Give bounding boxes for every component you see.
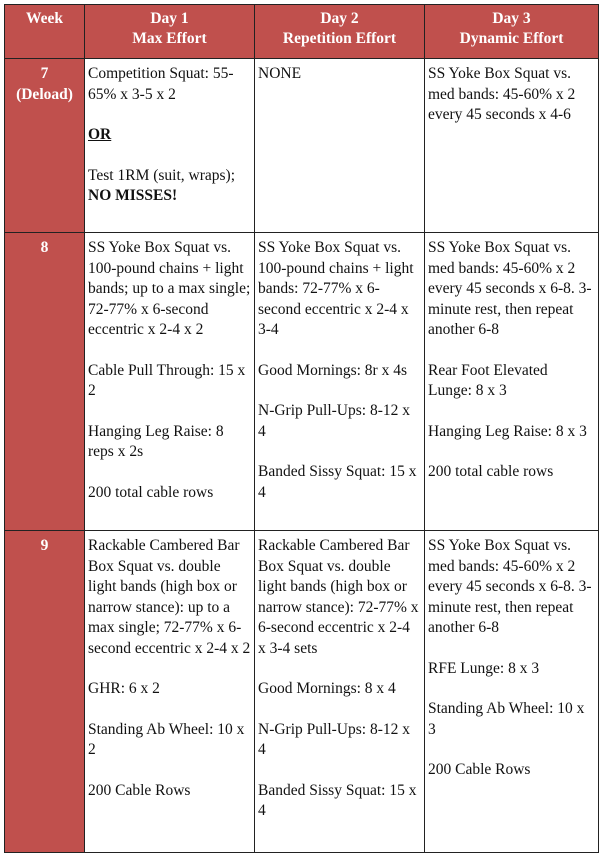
table-row: [5, 59, 599, 233]
day1-cell: Competition Squat: 55-65% x 3-5 x 2 OR Test 1RM (suit, wraps); NO MISSES!: [85, 59, 255, 233]
day3-cell: SS Yoke Box Squat vs. med bands: 45-60% x 2 every 45 seconds x 6-8. 3-minute rest, then repeat another 6-8 Rear Foot Elevated Lunge: 8 x 3 Hanging Leg Raise: 8 x 3 200 total cable rows: [425, 233, 599, 531]
training-program-table: [4, 4, 599, 853]
week-cell: 9: [5, 531, 85, 853]
header-day1: [85, 5, 255, 59]
header-day2: [255, 5, 425, 59]
header-day3-title: Day 3: [492, 10, 531, 27]
day3-cell: SS Yoke Box Squat vs. med bands: 45-60% x 2 every 45 seconds x 6-8. 3-minute rest, then repeat another 6-8 RFE Lunge: 8 x 3 Standing Ab Wheel: 10 x 3 200 Cable Rows: [425, 531, 599, 853]
header-week: Week: [5, 5, 85, 59]
header-day1-title: Day 1: [150, 10, 189, 27]
day1-cell: Rackable Cambered Bar Box Squat vs. double light bands (high box or narrow stance): up to a max single; 72-77% x 6-second eccentric x 2-4 x 2 GHR: 6 x 2 Standing Ab Wheel: 10 x 2 200 Cable Rows: [85, 531, 255, 853]
header-day2-subtitle: Repetition Effort: [282, 30, 397, 47]
day2-cell: Rackable Cambered Bar Box Squat vs. double light bands (high box or narrow stance): 72-77% x 6-second eccentric x 2-4 x 3-4 sets Good Mornings: 8 x 4 N-Grip Pull-Ups: 8-12 x 4 Banded Sissy Squat: 15 x 4: [255, 531, 425, 853]
day2-cell: SS Yoke Box Squat vs. 100-pound chains + light bands: 72-77% x 6-second eccentric x 2-4 x 3-4 Good Mornings: 8r x 4s N-Grip Pull-Ups: 8-12 x 4 Banded Sissy Squat: 15 x 4: [255, 233, 425, 531]
table-row: [5, 531, 599, 853]
day3-cell: SS Yoke Box Squat vs. med bands: 45-60% x 2 every 45 seconds x 4-6: [425, 59, 599, 233]
table-row: [5, 233, 599, 531]
header-row: [5, 5, 599, 59]
week-cell: 8: [5, 233, 85, 531]
header-day2-title: Day 2: [320, 10, 359, 27]
week-cell: 7 (Deload): [5, 59, 85, 233]
day2-cell: NONE: [255, 59, 425, 233]
header-day3: [425, 5, 599, 59]
header-day1-subtitle: Max Effort: [132, 30, 207, 47]
header-day3-subtitle: Dynamic Effort: [459, 30, 564, 47]
or-label: OR: [88, 126, 112, 143]
day1-cell: SS Yoke Box Squat vs. 100-pound chains + light bands; up to a max single; 72-77% x 6-second eccentric x 2-4 x 2 Cable Pull Through: 15 x 2 Hanging Leg Raise: 8 reps x 2s 200 total cable rows: [85, 233, 255, 531]
